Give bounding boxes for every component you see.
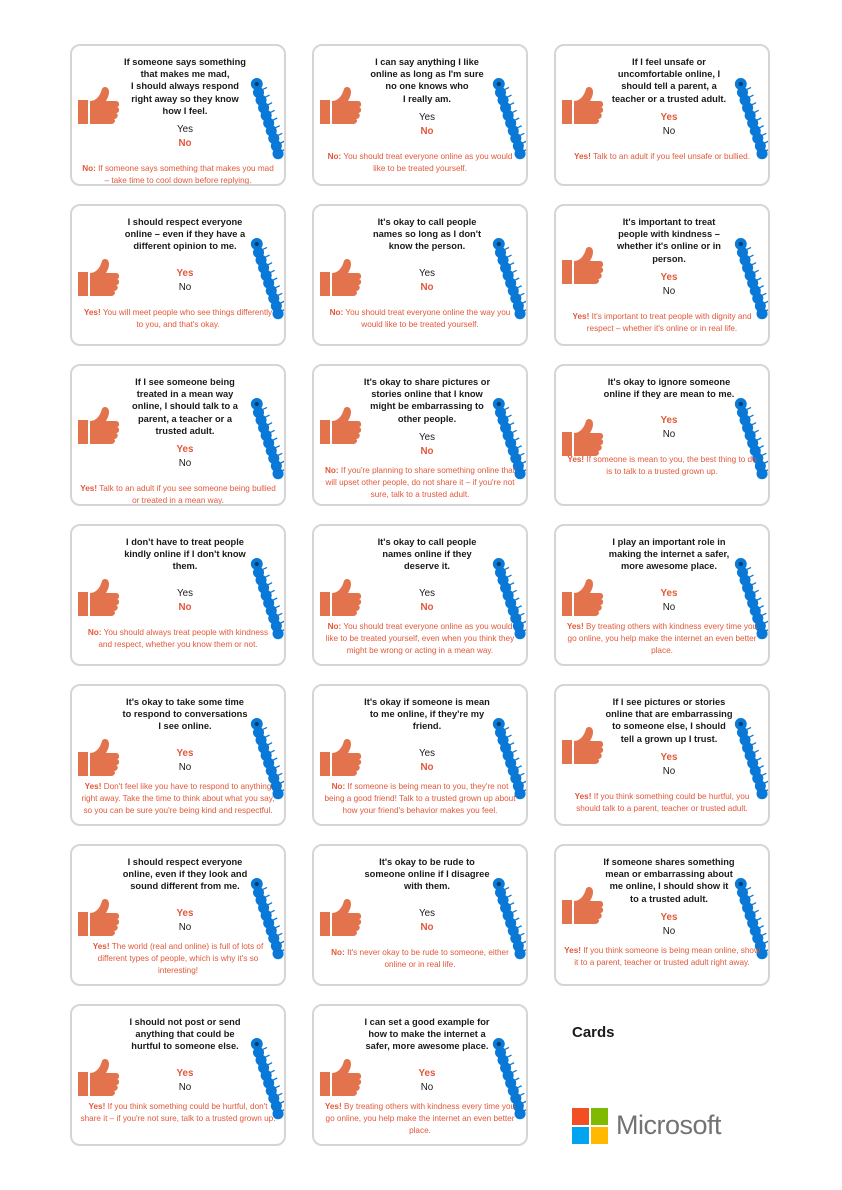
option-yes: Yes xyxy=(177,587,193,599)
card-explanation xyxy=(80,941,276,977)
card-question: I can set a good example for how to make the internet a safer, more awesome place. xyxy=(364,1017,490,1052)
answer-label: No: xyxy=(82,164,96,173)
answer-options xyxy=(114,1067,256,1095)
answer-label: No: xyxy=(327,621,342,631)
explanation-text: If someone is mean to you, the best thing to do is to talk to a trusted grown up. xyxy=(586,455,757,477)
answer-label: No: xyxy=(325,465,339,475)
option-yes: Yes xyxy=(419,907,435,919)
answer-options xyxy=(114,587,256,615)
thumbs-up-icon xyxy=(314,898,362,938)
answer-options xyxy=(114,267,256,295)
card-question: It's okay to call people names online if they deserve it. xyxy=(377,537,477,572)
answer-options xyxy=(598,587,740,615)
explanation-text: By treating others with kindness every time you go online, you help make the internet an even better place. xyxy=(325,1101,516,1135)
explanation-text: If you think something could be hurtful, don't share it – if you're not sure, talk to a trusted grown up. xyxy=(80,1101,276,1123)
option-yes: Yes xyxy=(660,415,678,427)
explanation-text: If you think something could be hurtful, you should talk to a parent, teacher or trusted adult. xyxy=(576,791,750,813)
card-explanation xyxy=(564,311,760,335)
card-question: It's okay to call people names so long as I don't know the person. xyxy=(372,217,482,252)
card-question: It's okay to share pictures or stories online that I know might be embarrassing to other people. xyxy=(363,377,491,424)
option-yes: Yes xyxy=(419,267,435,279)
answer-label: Yes! xyxy=(324,1101,342,1111)
thumbs-up-icon xyxy=(556,726,604,766)
option-no: No xyxy=(420,761,434,773)
option-no: No xyxy=(662,285,676,297)
thumbs-up-icon xyxy=(556,886,604,926)
option-no: No xyxy=(420,281,434,293)
option-no: No xyxy=(178,761,192,773)
answer-options xyxy=(356,267,498,295)
card-question: If someone says something that makes me mad, I should always respond right away so they know how I feel. xyxy=(124,57,246,116)
answer-label: No: xyxy=(87,627,102,637)
option-yes: Yes xyxy=(418,1067,436,1079)
thumbs-up-icon xyxy=(314,258,362,298)
answer-options xyxy=(598,271,740,299)
explanation-text: You will meet people who see things differently to you, and that's okay. xyxy=(102,307,273,329)
thumbs-up-icon xyxy=(556,86,604,126)
question-card xyxy=(70,204,286,346)
option-yes: Yes xyxy=(419,747,435,759)
card-question: I can say anything I like online as long as I'm sure no one knows who I really am. xyxy=(370,57,484,104)
explanation-text: If someone says something that makes you mad – take time to cool down before replying. xyxy=(98,164,274,185)
explanation-text: Talk to an adult if you see someone being bullied or treated in a mean way. xyxy=(99,484,276,505)
option-no: No xyxy=(420,125,434,137)
card-explanation xyxy=(80,1101,276,1125)
question-card xyxy=(70,1004,286,1146)
card-question: If I feel unsafe or uncomfortable online, I should tell a parent, a teacher or a trusted adult. xyxy=(611,57,727,104)
answer-options xyxy=(114,123,256,151)
question-card xyxy=(70,44,286,186)
answer-label: No: xyxy=(331,947,345,957)
option-yes: Yes xyxy=(419,431,435,443)
card-explanation xyxy=(322,621,518,657)
option-yes: Yes xyxy=(419,111,435,123)
card-explanation xyxy=(564,621,760,657)
answer-options xyxy=(356,431,498,459)
question-card xyxy=(312,524,528,666)
answer-label: No: xyxy=(329,307,344,317)
thumbs-up-icon xyxy=(314,86,362,126)
explanation-text: The world (real and online) is full of lots of different types of people, which is why it's so interesting! xyxy=(97,941,264,975)
question-card xyxy=(554,44,770,186)
option-yes: Yes xyxy=(176,747,194,759)
answer-options xyxy=(114,747,256,775)
answer-options xyxy=(598,111,740,139)
card-explanation xyxy=(322,781,518,817)
thumbs-up-icon xyxy=(556,246,604,286)
card-question: It's okay to ignore someone online if they are mean to me. xyxy=(603,377,735,400)
thumbs-up-icon xyxy=(72,578,120,618)
card-question: It's okay to be rude to someone online if I disagree with them. xyxy=(364,857,490,892)
question-card xyxy=(312,684,528,826)
card-explanation xyxy=(322,307,518,331)
card-explanation xyxy=(80,483,276,506)
option-yes: Yes xyxy=(176,444,194,455)
microsoft-logo-icon xyxy=(572,1108,608,1144)
explanation-text: If you're planning to share something online that will upset other people, do not share it – if you're not sure, talk to a trusted adult. xyxy=(325,465,515,499)
card-question: If I see someone being treated in a mean way online, I should talk to a parent, a teacher or a trusted adult. xyxy=(132,377,238,436)
answer-label: Yes! xyxy=(574,791,592,801)
option-no: No xyxy=(178,1081,192,1093)
thumbs-up-icon xyxy=(314,578,362,618)
card-question: I should not post or send anything that could be hurtful to someone else. xyxy=(129,1017,241,1052)
option-no: No xyxy=(662,765,676,777)
answer-label: Yes! xyxy=(83,307,101,317)
card-question: It's okay to take some time to respond to conversations I see online. xyxy=(122,697,248,732)
card-question: If I see pictures or stories online that are embarrassing to someone else, I should tell a grown up I trust. xyxy=(605,697,733,744)
answer-options xyxy=(598,911,740,939)
answer-label: Yes! xyxy=(573,151,591,161)
explanation-text: If you think someone is being mean online, show it to a parent, teacher or trusted adult right away. xyxy=(574,945,760,967)
thumbs-up-icon xyxy=(314,406,362,446)
option-yes: Yes xyxy=(177,124,193,135)
thumbs-up-icon xyxy=(72,898,120,938)
thumbs-up-icon xyxy=(72,406,120,446)
option-no: No xyxy=(662,925,676,937)
card-explanation xyxy=(80,307,276,331)
microsoft-wordmark: Microsoft xyxy=(616,1110,722,1140)
option-yes: Yes xyxy=(660,587,678,599)
question-card xyxy=(70,844,286,986)
explanation-text: You should always treat people with kindness and respect, whether you know them or not. xyxy=(98,627,269,649)
answer-label: Yes! xyxy=(88,1101,106,1111)
card-explanation xyxy=(322,947,518,971)
option-no: No xyxy=(420,601,434,613)
answer-label: Yes! xyxy=(80,484,98,493)
option-no: No xyxy=(420,1081,434,1093)
answer-options xyxy=(356,907,498,935)
explanation-text: You should treat everyone online as you would like to be treated yourself, even when you think they might be wrong or acting in a mean way. xyxy=(325,621,515,655)
answer-label: No: xyxy=(327,151,342,161)
question-card xyxy=(70,524,286,666)
option-no: No xyxy=(420,445,434,457)
cards-heading: Cards xyxy=(572,1024,615,1041)
card-explanation xyxy=(322,1101,518,1137)
option-no: No xyxy=(178,921,192,933)
thumbs-up-icon xyxy=(556,578,604,618)
card-explanation xyxy=(564,945,760,969)
option-yes: Yes xyxy=(660,751,678,763)
question-card xyxy=(554,204,770,346)
answer-options xyxy=(356,747,498,775)
answer-label: Yes! xyxy=(92,941,110,951)
card-explanation xyxy=(322,151,518,175)
option-yes: Yes xyxy=(660,111,678,123)
card-question: I play an important role in making the internet a safer, more awesome place. xyxy=(608,537,730,572)
card-explanation xyxy=(80,163,276,186)
thumbs-up-icon xyxy=(314,1058,362,1098)
answer-options xyxy=(356,587,498,615)
card-question: I don't have to treat people kindly online if I don't know them. xyxy=(124,537,246,572)
question-card xyxy=(554,364,770,506)
explanation-text: Don't feel like you have to respond to anything right away. Take the time to think about what you say, so you can be sure you're being kind and respectful. xyxy=(81,781,275,815)
explanation-text: You should treat everyone online the way you would like to be treated yourself. xyxy=(345,307,511,329)
question-card xyxy=(312,204,528,346)
question-card xyxy=(554,684,770,826)
option-no: No xyxy=(178,138,192,149)
card-question: It's important to treat people with kindness – whether it's online or in person. xyxy=(617,217,721,264)
option-yes: Yes xyxy=(660,271,678,283)
question-card xyxy=(554,524,770,666)
question-card xyxy=(70,364,286,506)
thumbs-up-icon xyxy=(72,738,120,778)
option-no: No xyxy=(662,601,676,613)
option-yes: Yes xyxy=(176,907,194,919)
answer-options xyxy=(114,443,256,471)
thumbs-up-icon xyxy=(72,258,120,298)
answer-label: No: xyxy=(331,781,346,791)
explanation-text: By treating others with kindness every time you go online, you help make the internet an even better place. xyxy=(567,621,758,655)
card-question: I should respect everyone online – even if they have a different opinion to me. xyxy=(124,217,246,252)
option-no: No xyxy=(178,601,192,613)
thumbs-up-icon xyxy=(72,1058,120,1098)
question-card xyxy=(312,364,528,506)
answer-options xyxy=(356,111,498,139)
option-no: No xyxy=(420,921,434,933)
card-explanation xyxy=(80,627,276,651)
question-card xyxy=(70,684,286,826)
thumbs-up-icon xyxy=(72,86,120,126)
thumbs-up-icon xyxy=(314,738,362,778)
option-no: No xyxy=(662,429,676,441)
answer-label: Yes! xyxy=(567,455,585,465)
explanation-text: It's important to treat people with dignity and respect – whether it's online or in real life. xyxy=(586,311,752,333)
option-yes: Yes xyxy=(176,1067,194,1079)
answer-options xyxy=(356,1067,498,1095)
explanation-text: Talk to an adult if you feel unsafe or bullied. xyxy=(592,151,750,161)
card-explanation xyxy=(564,454,760,478)
option-yes: Yes xyxy=(176,267,194,279)
option-no: No xyxy=(178,281,192,293)
explanation-text: It's never okay to be rude to someone, either online or in real life. xyxy=(347,947,509,969)
answer-options xyxy=(114,907,256,935)
explanation-text: You should treat everyone online as you would like to be treated yourself. xyxy=(343,151,513,173)
answer-options xyxy=(598,414,740,442)
card-explanation xyxy=(564,791,760,815)
option-yes: Yes xyxy=(419,587,435,599)
option-no: No xyxy=(178,458,192,469)
question-card xyxy=(312,44,528,186)
option-yes: Yes xyxy=(660,911,678,923)
answer-label: Yes! xyxy=(572,311,590,321)
question-card xyxy=(312,1004,528,1146)
answer-label: Yes! xyxy=(566,621,584,631)
card-explanation xyxy=(80,781,276,817)
option-no: No xyxy=(662,125,676,137)
answer-options xyxy=(598,751,740,779)
answer-label: Yes! xyxy=(84,781,102,791)
thumbs-up-icon xyxy=(556,418,604,458)
card-explanation xyxy=(322,465,518,501)
card-question: If someone shares something mean or embarrassing about me online, I should show it to a trusted adult. xyxy=(603,857,735,904)
card-question: It's okay if someone is mean to me online, if they're my friend. xyxy=(364,697,490,732)
explanation-text: If someone is being mean to you, they're not being a good friend! Talk to a trusted grown up about how your friend's behavior makes you feel. xyxy=(324,781,516,815)
card-explanation xyxy=(564,151,760,163)
answer-label: Yes! xyxy=(564,945,581,955)
question-card xyxy=(312,844,528,986)
question-card xyxy=(554,844,770,986)
card-question: I should respect everyone online, even if they look and sound different from me. xyxy=(122,857,248,892)
